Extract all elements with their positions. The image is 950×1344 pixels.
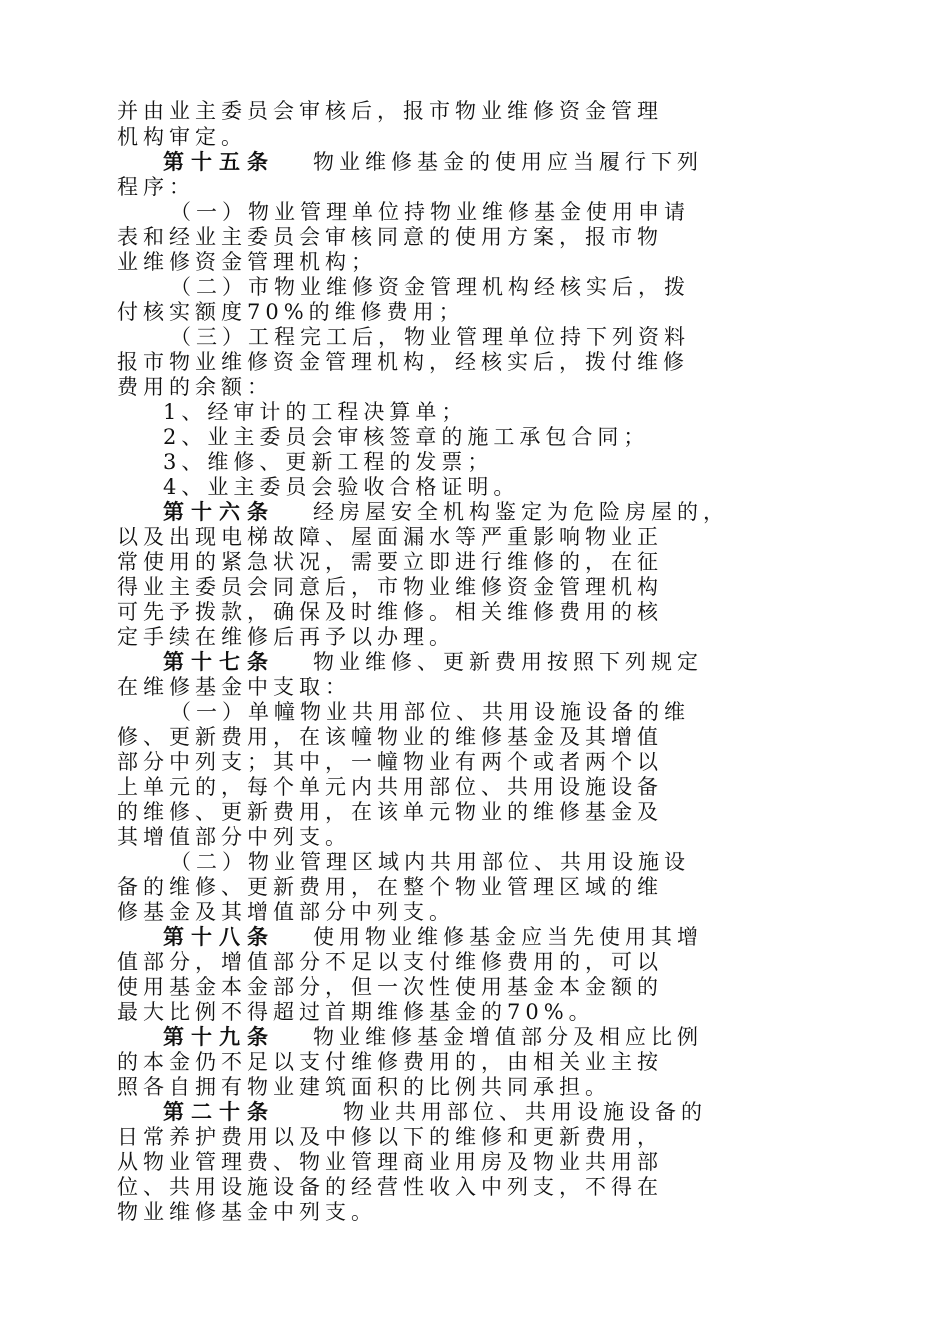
text-line: 位、共用设施设备的经营性收入中列支，不得在 xyxy=(117,1175,663,1199)
article-20 xyxy=(163,1099,707,1125)
text-line: 机构审定。 xyxy=(117,125,247,149)
text-line: 经房屋安全机构鉴定为危险房屋的， xyxy=(313,500,729,524)
text-line: （二）市物业维修资金管理机构经核实后，拨 xyxy=(170,275,690,299)
text-line: 并由业主委员会审核后，报市物业维修资金管理 xyxy=(117,99,663,123)
text-line: 报市物业维修资金管理机构，经核实后，拨付维修 xyxy=(117,350,689,374)
list-item: 1、经审计的工程决算单； xyxy=(163,400,468,424)
text-line: 得业主委员会同意后，市物业维修资金管理机构 xyxy=(117,575,663,599)
article-15 xyxy=(163,149,703,175)
text-line: （一）单幢物业共用部位、共用设施设备的维 xyxy=(170,700,690,724)
text-line: 可先予拨款，确保及时维修。相关维修费用的核 xyxy=(117,600,663,624)
article-heading: 第十六条 xyxy=(163,499,275,524)
article-16 xyxy=(163,499,729,525)
text-line: 物业维修基金中列支。 xyxy=(117,1200,377,1224)
text-line: 物业维修、更新费用按照下列规定 xyxy=(313,650,703,674)
text-line: 的本金仍不足以支付维修费用的，由相关业主按 xyxy=(117,1050,663,1074)
text-line: 最大比例不得超过首期维修基金的70%。 xyxy=(117,1000,595,1024)
article-heading: 第十七条 xyxy=(163,649,275,674)
text-line: 费用的余额： xyxy=(117,375,273,399)
text-line: 其增值部分中列支。 xyxy=(117,825,351,849)
text-line: （二）物业管理区域内共用部位、共用设施设 xyxy=(170,850,690,874)
article-heading: 第十八条 xyxy=(163,924,275,949)
text-line: 日常养护费用以及中修以下的维修和更新费用， xyxy=(117,1125,663,1149)
text-line: 以及出现电梯故障、屋面漏水等严重影响物业正 xyxy=(117,525,663,549)
text-line: 在维修基金中支取： xyxy=(117,675,351,699)
article-heading: 第十九条 xyxy=(163,1024,275,1049)
text-line: 物业维修基金增值部分及相应比例 xyxy=(313,1025,703,1049)
list-item: 2、业主委员会审核签章的施工承包合同； xyxy=(163,425,650,449)
text-line: 修、更新费用，在该幢物业的维修基金及其增值 xyxy=(117,725,663,749)
text-line: 表和经业主委员会审核同意的使用方案，报市物 xyxy=(117,225,663,249)
text-line: （三）工程完工后，物业管理单位持下列资料 xyxy=(170,325,690,349)
text-line: 付核实额度70%的维修费用； xyxy=(117,300,465,324)
article-18 xyxy=(163,924,703,950)
text-line: 备的维修、更新费用，在整个物业管理区域的维 xyxy=(117,875,663,899)
list-item: 3、维修、更新工程的发票； xyxy=(163,450,494,474)
text-line: 常使用的紧急状况，需要立即进行维修的，在征 xyxy=(117,550,663,574)
text-line: 物业共用部位、共用设施设备的 xyxy=(343,1100,707,1124)
text-line: 程序： xyxy=(117,175,195,199)
text-line: 照各自拥有物业建筑面积的比例共同承担。 xyxy=(117,1075,611,1099)
text-line: 业维修资金管理机构； xyxy=(117,250,377,274)
text-line: 值部分，增值部分不足以支付维修费用的，可以 xyxy=(117,950,663,974)
text-line: 上单元的，每个单元内共用部位、共用设施设备 xyxy=(117,775,663,799)
text-line: 使用物业维修基金应当先使用其增 xyxy=(313,925,703,949)
text-line: 定手续在维修后再予以办理。 xyxy=(117,625,455,649)
list-item: 4、业主委员会验收合格证明。 xyxy=(163,475,520,499)
article-19 xyxy=(163,1024,703,1050)
article-heading: 第十五条 xyxy=(163,149,275,174)
article-heading: 第二十条 xyxy=(163,1099,275,1124)
text-line: 物业维修基金的使用应当履行下列 xyxy=(313,150,703,174)
text-line: 的维修、更新费用，在该单元物业的维修基金及 xyxy=(117,800,663,824)
text-line: 从物业管理费、物业管理商业用房及物业共用部 xyxy=(117,1150,663,1174)
article-17 xyxy=(163,649,703,675)
text-line: 修基金及其增值部分中列支。 xyxy=(117,900,455,924)
text-line: 使用基金本金部分，但一次性使用基金本金额的 xyxy=(117,975,663,999)
text-line: 部分中列支；其中，一幢物业有两个或者两个以 xyxy=(117,750,663,774)
text-line: （一）物业管理单位持物业维修基金使用申请 xyxy=(170,200,690,224)
